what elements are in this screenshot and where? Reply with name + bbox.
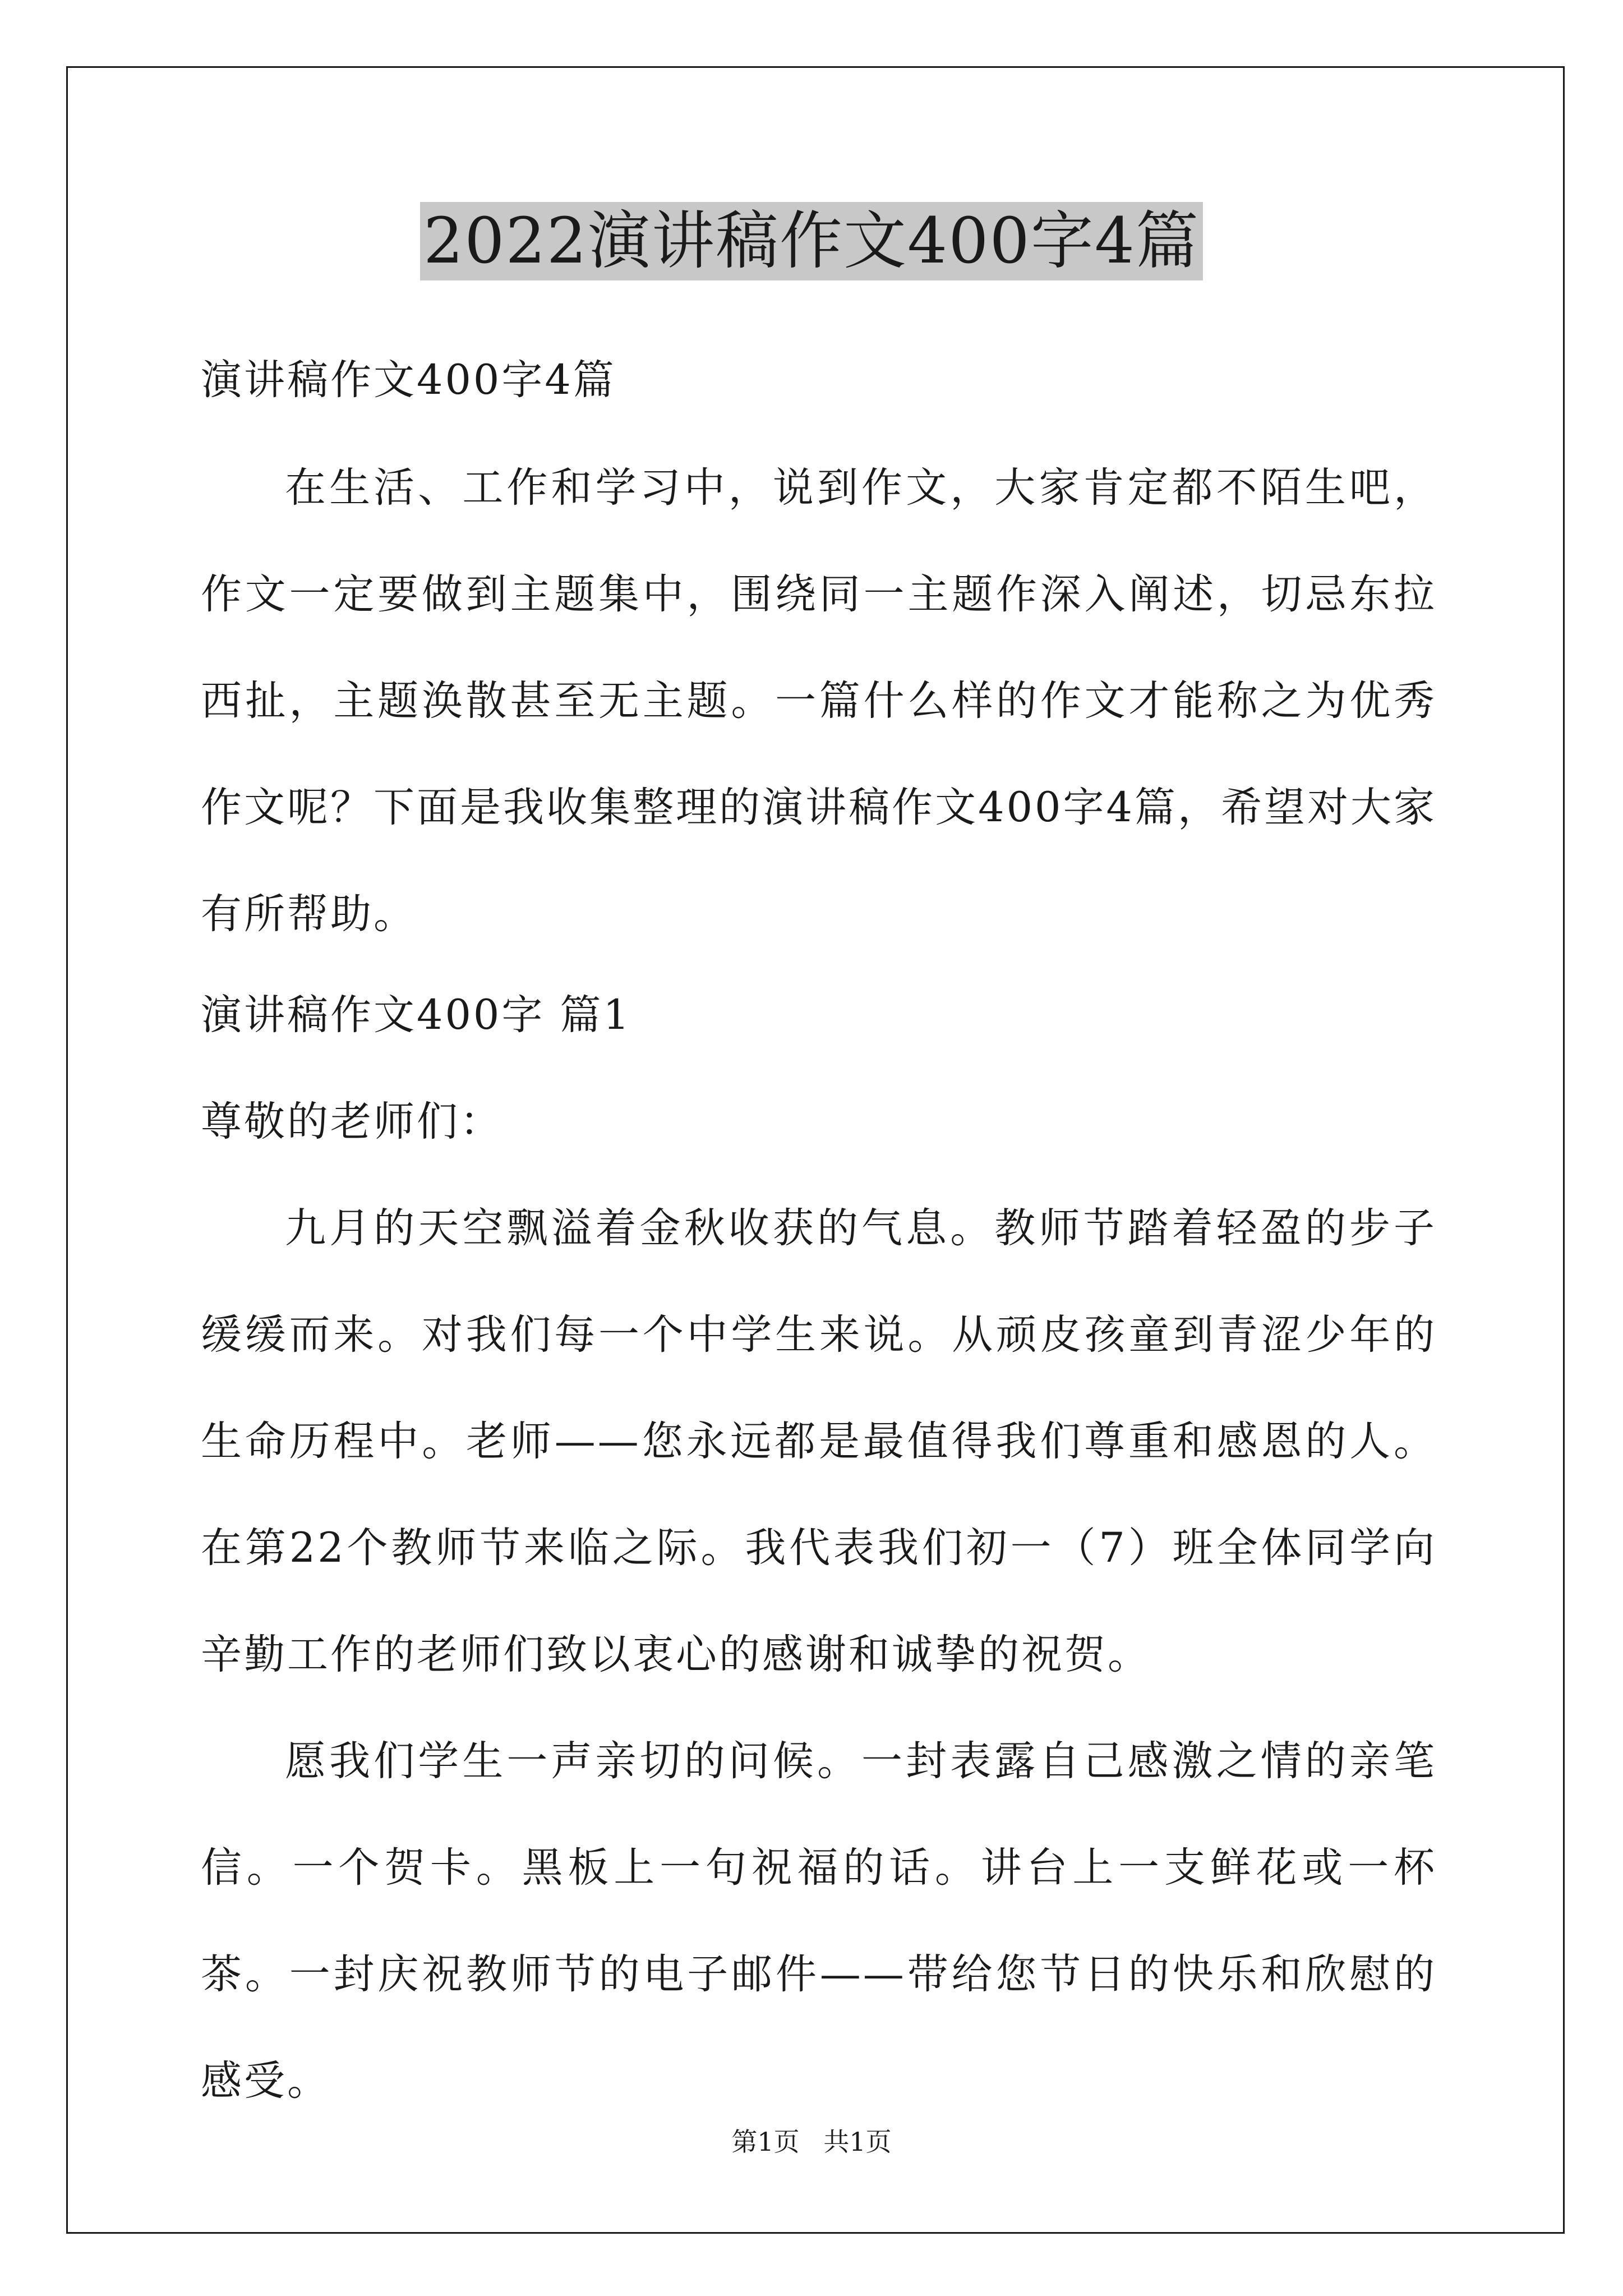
body-paragraph-1: 九月的天空飘溢着金秋收获的气息。教师节踏着轻盈的步子缓缓而来。对我们每一个中学生来说。从顽皮孩童到青涩少年的生命历程中。老师——您永远都是最值得我们尊重和感恩的人。在第22个教师节来临之际。我代表我们初一（7）班全体同学向辛勤工作的老师们致以衷心的感谢和诚挚的祝贺。: [201, 1204, 1437, 1678]
intro-paragraph: 在生活、工作和学习中，说到作文，大家肯定都不陌生吧，作文一定要做到主题集中，围绕同一主题作深入阐述，切忌东拉西扯，主题涣散甚至无主题。一篇什么样的作文才能称之为优秀作文呢？下面是我收集整理的演讲稿作文400字4篇，希望对大家有所帮助。: [201, 464, 1437, 938]
page-footer: [0, 2125, 1623, 2159]
page-number-current: 第1页: [731, 2127, 800, 2157]
document-subtitle: 演讲稿作文400字4篇: [201, 356, 616, 404]
section-heading: 演讲稿作文400字 篇1: [201, 991, 631, 1039]
body-paragraph-2: 愿我们学生一声亲切的问候。一封表露自己感激之情的亲笔信。一个贺卡。黑板上一句祝福的话。讲台上一支鲜花或一杯茶。一封庆祝教师节的电子邮件——带给您节日的快乐和欣慰的感受。: [201, 1737, 1437, 2105]
title-block: [0, 202, 1623, 280]
document-title: 2022演讲稿作文400字4篇: [420, 202, 1203, 280]
salutation: 尊敬的老师们：: [201, 1098, 503, 1145]
page-number-total: 共1页: [823, 2127, 892, 2157]
